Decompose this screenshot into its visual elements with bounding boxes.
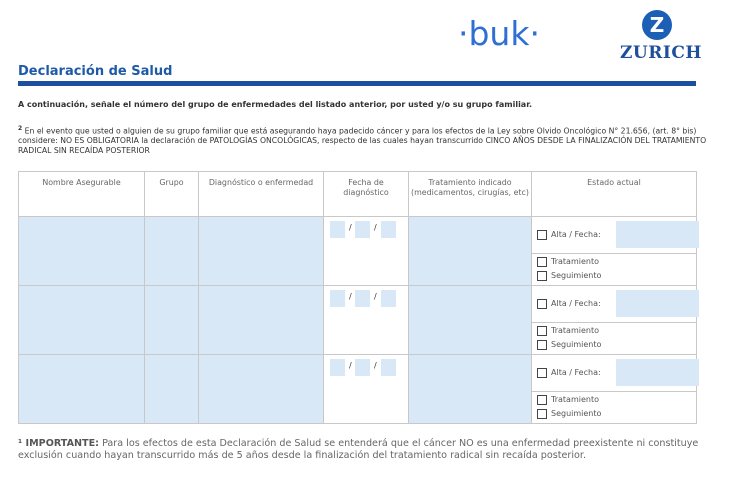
fecha-anio-field[interactable] [381,359,396,376]
header-nombre: Nombre Asegurable [19,172,145,217]
fecha-cell [324,217,409,286]
header-fecha: Fecha de diagnóstico [324,172,409,217]
fecha-dia-field[interactable] [330,221,345,238]
header-diagnostico: Diagnóstico o enfermedad [199,172,324,217]
intro-text: A continuación, señale el número del grupo de enfermedades del listado anterior, por usted y/o su grupo familiar. [18,100,533,109]
header-tratamiento: Tratamiento indicado (medicamentos, cirugías, etc) [409,172,532,217]
tratamiento-field[interactable] [409,286,532,355]
alta-label: Alta / Fecha: [551,299,601,308]
fecha-cell [324,286,409,355]
buk-logo: ·buk· [458,14,540,53]
date-separator: / [349,223,352,232]
diagnostico-field[interactable] [199,217,324,286]
header-grupo: Grupo [145,172,199,217]
oncology-note [18,124,708,155]
fecha-dia-field[interactable] [330,290,345,307]
table-row [19,355,697,424]
alta-fecha-field[interactable] [616,290,699,317]
table-row [19,217,697,286]
tratamiento-label: Tratamiento [551,395,599,404]
fecha-cell [324,355,409,424]
nombre-field[interactable] [19,217,145,286]
date-separator: / [374,361,377,370]
nombre-field[interactable] [19,286,145,355]
estado-divider [532,253,696,254]
estado-divider [532,391,696,392]
estado-divider [532,322,696,323]
footnote-text: Para los efectos de esta Declaración de Salud se entenderá que el cáncer NO es una enfermedad preexistente ni constituye exclusión cuando hayan transcurrido más de 5 años desde la finalización del tratamiento radical sin recaída posterior. [18,438,699,461]
nombre-field[interactable] [19,355,145,424]
fecha-mes-field[interactable] [355,221,370,238]
note-text: En el evento que usted o alguien de su grupo familiar que está asegurando haya padecido cáncer y para los efectos de la Ley sobre Olvido Oncológico N° 21.656, (art. 8° bis) considere: NO ES OBLIGATORIA la declaración de PATOLOGÍAS ONCOLÓGICAS, respecto de las cuales hayan transcurrido CINCO AÑOS DESDE LA FINALIZACIÓN DEL TRATAMIENTO RADICAL SIN RECAÍDA POSTERIOR [18,126,707,155]
table-row [19,286,697,355]
tratamiento-field[interactable] [409,217,532,286]
alta-checkbox[interactable] [537,368,547,378]
date-separator: / [349,361,352,370]
page-title: Declaración de Salud [18,64,173,79]
grupo-field[interactable] [145,217,199,286]
seguimiento-checkbox[interactable] [537,409,547,419]
zurich-logo [614,8,702,64]
zurich-wordmark: ZURICH [620,43,702,63]
tratamiento-field[interactable] [409,355,532,424]
date-separator: / [349,292,352,301]
footnote-marker: ¹ IMPORTANTE: [18,438,99,449]
note-marker: 2 [18,125,23,132]
diagnostico-field[interactable] [199,286,324,355]
fecha-mes-field[interactable] [355,359,370,376]
date-separator: / [374,292,377,301]
tratamiento-checkbox[interactable] [537,257,547,267]
fecha-dia-field[interactable] [330,359,345,376]
important-footnote [18,438,708,461]
table-header-row [19,172,697,217]
estado-cell [532,355,697,424]
title-divider [18,81,696,86]
health-declaration-table [18,171,697,424]
tratamiento-checkbox[interactable] [537,326,547,336]
tratamiento-label: Tratamiento [551,326,599,335]
tratamiento-label: Tratamiento [551,257,599,266]
alta-checkbox[interactable] [537,299,547,309]
estado-cell [532,217,697,286]
alta-label: Alta / Fecha: [551,230,601,239]
alta-label: Alta / Fecha: [551,368,601,377]
seguimiento-checkbox[interactable] [537,271,547,281]
seguimiento-label: Seguimiento [551,340,602,349]
zurich-mark-icon: Z [642,10,672,40]
alta-fecha-field[interactable] [616,359,699,386]
seguimiento-checkbox[interactable] [537,340,547,350]
header-estado: Estado actual [532,172,697,217]
fecha-anio-field[interactable] [381,290,396,307]
diagnostico-field[interactable] [199,355,324,424]
grupo-field[interactable] [145,355,199,424]
alta-checkbox[interactable] [537,230,547,240]
fecha-anio-field[interactable] [381,221,396,238]
date-separator: / [374,223,377,232]
estado-cell [532,286,697,355]
seguimiento-label: Seguimiento [551,409,602,418]
fecha-mes-field[interactable] [355,290,370,307]
tratamiento-checkbox[interactable] [537,395,547,405]
seguimiento-label: Seguimiento [551,271,602,280]
alta-fecha-field[interactable] [616,221,699,248]
grupo-field[interactable] [145,286,199,355]
